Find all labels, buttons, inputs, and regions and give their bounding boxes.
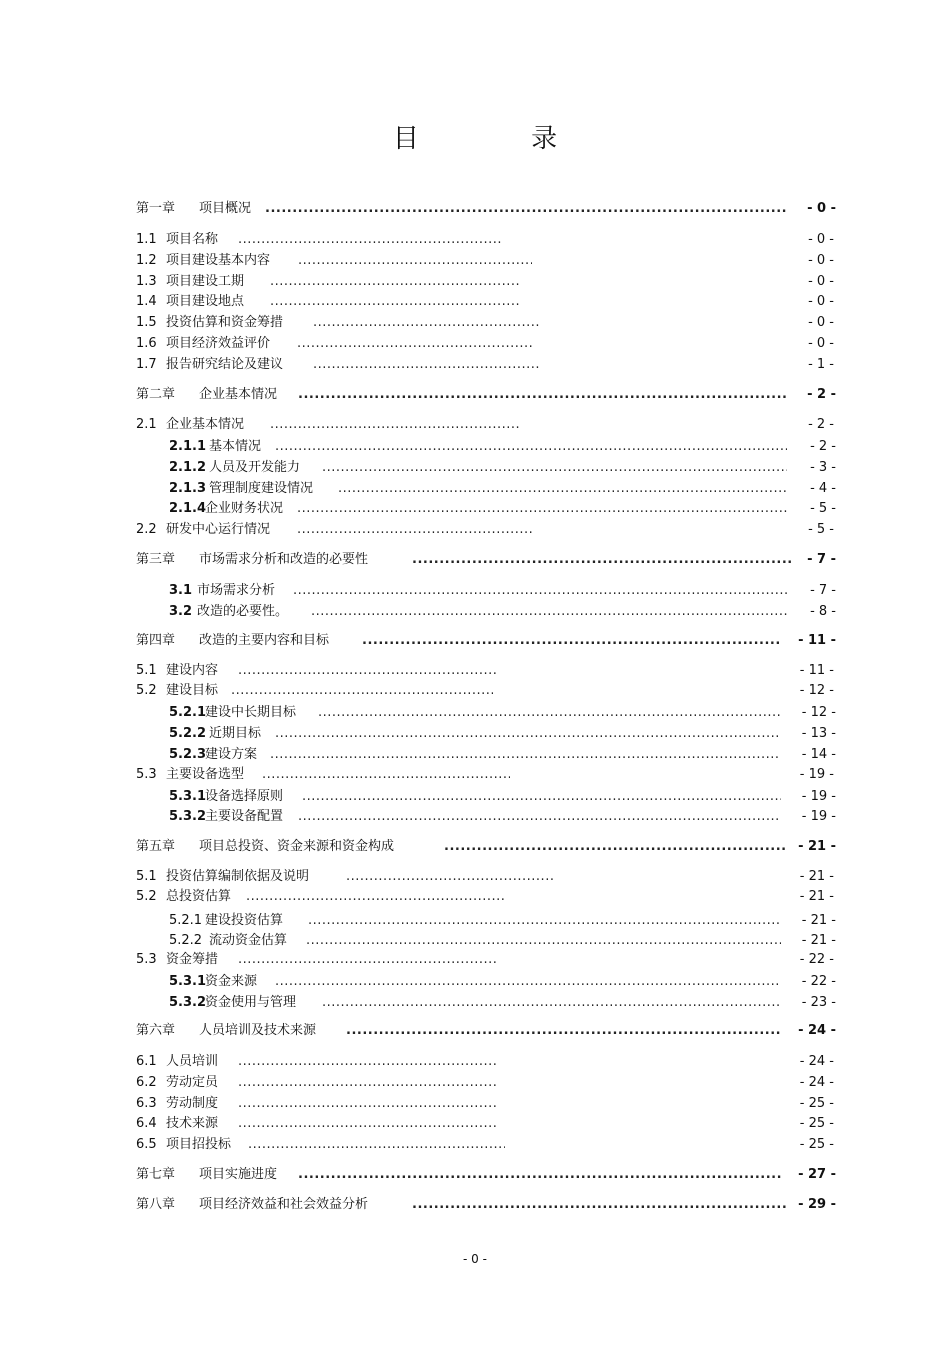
toc-page-number: - 21 -: [799, 869, 834, 884]
toc-leader-dots: [302, 788, 781, 806]
toc-entry-row[interactable]: [0, 808, 950, 826]
toc-entry-label: 技术来源: [166, 1116, 219, 1131]
toc-page-number: - 21 -: [801, 913, 836, 928]
page-title: 目 录: [392, 124, 610, 154]
toc-page-number: - 21 -: [801, 933, 836, 948]
toc-entry-number: 6.4: [136, 1116, 157, 1131]
toc-entry-row[interactable]: [0, 500, 950, 518]
toc-chapter-row[interactable]: [0, 551, 950, 569]
toc-entry-label: 劳动定员: [166, 1075, 219, 1090]
toc-entry-label: 企业基本情况: [199, 387, 278, 402]
toc-leader-dots: [238, 1074, 497, 1092]
toc-entry-number: 第一章: [136, 201, 176, 216]
toc-leader-dots: [265, 200, 787, 218]
toc-entry-number: 2.1.4: [169, 501, 207, 516]
toc-leader-dots: [270, 273, 519, 291]
toc-entry-number: 5.2.3: [169, 747, 207, 762]
toc-entry-row[interactable]: [0, 1136, 950, 1154]
toc-leader-dots: [308, 912, 781, 930]
toc-entry-row[interactable]: [0, 1115, 950, 1133]
toc-page-number: - 22 -: [799, 952, 834, 967]
toc-entry-number: 2.1.1: [169, 439, 207, 454]
toc-page-number: - 19 -: [801, 789, 836, 804]
toc-leader-dots: [246, 888, 505, 906]
toc-leader-dots: [318, 704, 781, 722]
toc-entry-label: 项目名称: [166, 232, 219, 247]
toc-chapter-row[interactable]: [0, 1196, 950, 1214]
toc-entry-row[interactable]: [0, 868, 950, 886]
toc-entry-row[interactable]: [0, 356, 950, 374]
toc-leader-dots: [262, 766, 510, 784]
toc-entry-label: 建设中长期目标: [205, 705, 297, 720]
toc-entry-label: 人员及开发能力: [209, 460, 301, 475]
toc-page-number: - 27 -: [798, 1167, 836, 1182]
toc-entry-number: 6.3: [136, 1096, 157, 1111]
toc-leader-dots: [298, 808, 781, 826]
toc-page-number: - 0 -: [808, 294, 834, 309]
toc-entry-number: 5.2.2: [169, 726, 207, 741]
toc-entry-number: 2.2: [136, 522, 157, 537]
toc-entry-row[interactable]: [0, 725, 950, 743]
toc-entry-label: 人员培训: [166, 1054, 219, 1069]
toc-entry-label: 项目实施进度: [199, 1167, 278, 1182]
toc-entry-number: 5.3.2: [169, 809, 207, 824]
toc-page-number: - 0 -: [808, 336, 834, 351]
toc-entry-row[interactable]: [0, 662, 950, 680]
toc-entry-number: 2.1: [136, 417, 157, 432]
toc-leader-dots: [346, 1022, 781, 1040]
toc-entry-row[interactable]: [0, 582, 950, 600]
toc-chapter-row[interactable]: [0, 386, 950, 404]
toc-entry-number: 第七章: [136, 1167, 176, 1182]
toc-page-number: - 0 -: [808, 253, 834, 268]
toc-entry-number: 第三章: [136, 552, 176, 567]
toc-page-number: - 23 -: [801, 995, 836, 1010]
toc-entry-number: 6.5: [136, 1137, 157, 1152]
toc-entry-label: 资金筹措: [166, 952, 219, 967]
toc-entry-label: 流动资金估算: [209, 933, 288, 948]
toc-entry-number: 2.1.2: [169, 460, 207, 475]
toc-entry-row[interactable]: [0, 912, 950, 930]
toc-entry-number: 1.7: [136, 357, 157, 372]
toc-leader-dots: [311, 603, 787, 621]
toc-entry-row[interactable]: [0, 314, 950, 332]
toc-entry-row[interactable]: [0, 521, 950, 539]
toc-entry-label: 投资估算和资金筹措: [166, 315, 284, 330]
toc-leader-dots: [248, 1136, 505, 1154]
toc-entry-label: 项目建设工期: [166, 274, 245, 289]
toc-entry-row[interactable]: [0, 438, 950, 456]
toc-entry-number: 1.1: [136, 232, 157, 247]
toc-entry-number: 3.2: [169, 604, 193, 619]
toc-entry-row[interactable]: [0, 335, 950, 353]
toc-entry-row[interactable]: [0, 293, 950, 311]
toc-leader-dots: [231, 682, 493, 700]
toc-entry-label: 项目概况: [199, 201, 252, 216]
toc-leader-dots: [412, 1196, 787, 1214]
toc-entry-label: 劳动制度: [166, 1096, 219, 1111]
toc-page-number: - 29 -: [798, 1197, 836, 1212]
toc-entry-label: 企业基本情况: [166, 417, 245, 432]
toc-page-number: - 19 -: [801, 809, 836, 824]
toc-entry-row[interactable]: [0, 231, 950, 249]
toc-leader-dots: [297, 500, 787, 518]
toc-entry-number: 1.6: [136, 336, 157, 351]
toc-entry-row[interactable]: [0, 973, 950, 991]
toc-page-number: - 25 -: [799, 1116, 834, 1131]
toc-leader-dots: [313, 356, 541, 374]
toc-entry-label: 基本情况: [209, 439, 262, 454]
toc-entry-row[interactable]: [0, 788, 950, 806]
toc-entry-number: 5.1: [136, 869, 157, 884]
toc-page-number: - 7 -: [810, 583, 836, 598]
toc-page-number: - 4 -: [810, 481, 836, 496]
toc-chapter-row[interactable]: [0, 838, 950, 856]
toc-page-number: - 0 -: [808, 315, 834, 330]
toc-leader-dots: [293, 582, 787, 600]
toc-entry-label: 企业财务状况: [205, 501, 284, 516]
toc-leader-dots: [412, 551, 793, 569]
toc-leader-dots: [270, 746, 779, 764]
toc-entry-label: 建设目标: [166, 683, 219, 698]
toc-page-number: - 14 -: [801, 747, 836, 762]
toc-chapter-row[interactable]: [0, 200, 950, 218]
toc-chapter-row[interactable]: [0, 1022, 950, 1040]
toc-entry-number: 5.3.2: [169, 995, 207, 1010]
toc-leader-dots: [338, 480, 787, 498]
toc-entry-row[interactable]: [0, 766, 950, 784]
toc-leader-dots: [275, 973, 779, 991]
toc-entry-label: 资金使用与管理: [205, 995, 297, 1010]
toc-leader-dots: [238, 951, 497, 969]
toc-page-number: - 21 -: [799, 889, 834, 904]
toc-entry-row[interactable]: [0, 252, 950, 270]
toc-page-number: - 3 -: [810, 460, 836, 475]
toc-entry-number: 1.2: [136, 253, 157, 268]
toc-page-number: - 24 -: [798, 1023, 836, 1038]
toc-entry-number: 2.1.3: [169, 481, 207, 496]
toc-page-number: - 1 -: [808, 357, 834, 372]
toc-entry-number: 第八章: [136, 1197, 176, 1212]
toc-entry-label: 投资估算编制依据及说明: [166, 869, 310, 884]
toc-entry-number: 5.2.1: [169, 913, 203, 928]
toc-entry-number: 5.3.1: [169, 974, 207, 989]
toc-page-number: - 12 -: [799, 683, 834, 698]
toc-leader-dots: [275, 725, 779, 743]
toc-leader-dots: [238, 1095, 497, 1113]
toc-entry-number: 第六章: [136, 1023, 176, 1038]
toc-page-number: - 19 -: [799, 767, 834, 782]
toc-entry-row[interactable]: [0, 888, 950, 906]
toc-entry-number: 5.2: [136, 683, 157, 698]
toc-leader-dots: [362, 632, 781, 650]
toc-entry-label: 近期目标: [209, 726, 262, 741]
toc-leader-dots: [313, 314, 541, 332]
toc-entry-row[interactable]: [0, 1074, 950, 1092]
toc-entry-number: 5.3: [136, 767, 157, 782]
toc-entry-row[interactable]: [0, 951, 950, 969]
toc-entry-row[interactable]: [0, 994, 950, 1012]
toc-page-number: - 24 -: [799, 1075, 834, 1090]
toc-page-number: - 0 -: [808, 274, 834, 289]
toc-page-number: - 11 -: [799, 663, 834, 678]
toc-entry-row[interactable]: [0, 932, 950, 950]
toc-leader-dots: [444, 838, 787, 856]
toc-entry-number: 第二章: [136, 387, 176, 402]
toc-entry-number: 5.3: [136, 952, 157, 967]
toc-entry-label: 主要设备配置: [205, 809, 284, 824]
toc-page-number: - 21 -: [798, 839, 836, 854]
toc-entry-number: 5.2: [136, 889, 157, 904]
toc-leader-dots: [298, 1166, 781, 1184]
toc-leader-dots: [270, 416, 519, 434]
toc-leader-dots: [322, 994, 779, 1012]
toc-entry-label: 建设方案: [205, 747, 258, 762]
toc-entry-number: 5.3.1: [169, 789, 207, 804]
toc-leader-dots: [306, 932, 781, 950]
toc-entry-label: 项目经济效益和社会效益分析: [199, 1197, 369, 1212]
toc-page-number: - 13 -: [801, 726, 836, 741]
toc-entry-row[interactable]: [0, 273, 950, 291]
toc-page-number: - 22 -: [801, 974, 836, 989]
toc-entry-number: 1.5: [136, 315, 157, 330]
toc-entry-label: 项目招投标: [166, 1137, 232, 1152]
toc-entry-label: 市场需求分析: [197, 583, 276, 598]
toc-page-number: - 12 -: [801, 705, 836, 720]
toc-entry-row[interactable]: [0, 682, 950, 700]
toc-entry-label: 建设内容: [166, 663, 219, 678]
toc-leader-dots: [297, 335, 532, 353]
toc-entry-number: 第四章: [136, 633, 176, 648]
toc-page-number: - 5 -: [810, 501, 836, 516]
toc-entry-row[interactable]: [0, 416, 950, 434]
toc-leader-dots: [238, 231, 502, 249]
toc-chapter-row[interactable]: [0, 1166, 950, 1184]
toc-entry-row[interactable]: [0, 480, 950, 498]
toc-entry-label: 总投资估算: [166, 889, 232, 904]
toc-leader-dots: [275, 438, 787, 456]
toc-leader-dots: [346, 868, 553, 886]
toc-entry-number: 5.1: [136, 663, 157, 678]
toc-entry-label: 项目建设基本内容: [166, 253, 271, 268]
toc-entry-number: 1.4: [136, 294, 157, 309]
toc-page-number: - 7 -: [807, 552, 836, 567]
toc-entry-number: 1.3: [136, 274, 157, 289]
toc-entry-label: 改造的主要内容和目标: [199, 633, 330, 648]
toc-entry-label: 资金来源: [205, 974, 258, 989]
toc-leader-dots: [238, 662, 497, 680]
toc-entry-label: 设备选择原则: [205, 789, 284, 804]
toc-page-number: - 25 -: [799, 1137, 834, 1152]
toc-page-number: - 2 -: [807, 387, 836, 402]
toc-entry-label: 改造的必要性。: [197, 604, 289, 619]
toc-entry-row[interactable]: [0, 1095, 950, 1113]
toc-entry-label: 建设投资估算: [205, 913, 284, 928]
toc-entry-label: 人员培训及技术来源: [199, 1023, 317, 1038]
toc-page-number: - 2 -: [808, 417, 834, 432]
toc-chapter-row[interactable]: [0, 632, 950, 650]
toc-entry-number: 5.2.1: [169, 705, 207, 720]
toc-entry-label: 报告研究结论及建议: [166, 357, 284, 372]
toc-leader-dots: [322, 459, 787, 477]
toc-entry-label: 主要设备选型: [166, 767, 245, 782]
toc-page-number: - 8 -: [810, 604, 836, 619]
toc-leader-dots: [297, 521, 532, 539]
toc-entry-number: 6.2: [136, 1075, 157, 1090]
toc-page-number: - 25 -: [799, 1096, 834, 1111]
toc-leader-dots: [298, 252, 532, 270]
toc-leader-dots: [270, 293, 519, 311]
toc-entry-row[interactable]: [0, 603, 950, 621]
toc-entry-label: 项目总投资、资金来源和资金构成: [199, 839, 395, 854]
toc-leader-dots: [238, 1053, 497, 1071]
toc-entry-label: 研发中心运行情况: [166, 522, 271, 537]
toc-entry-label: 项目经济效益评价: [166, 336, 271, 351]
toc-page-number: - 11 -: [798, 633, 836, 648]
toc-entry-label: 管理制度建设情况: [209, 481, 314, 496]
toc-entry-label: 项目建设地点: [166, 294, 245, 309]
toc-leader-dots: [298, 386, 787, 404]
toc-page-number: - 0 -: [808, 232, 834, 247]
toc-entry-number: 第五章: [136, 839, 176, 854]
toc-page-number: - 24 -: [799, 1054, 834, 1069]
toc-page-number: - 0 -: [807, 201, 836, 216]
toc-entry-number: 5.2.2: [169, 933, 203, 948]
toc-entry-row[interactable]: [0, 746, 950, 764]
toc-entry-row[interactable]: [0, 459, 950, 477]
toc-entry-row[interactable]: [0, 1053, 950, 1071]
page-number: - 0 -: [463, 1252, 487, 1266]
toc-page-number: - 5 -: [808, 522, 834, 537]
toc-entry-number: 3.1: [169, 583, 193, 598]
toc-leader-dots: [238, 1115, 497, 1133]
toc-entry-row[interactable]: [0, 704, 950, 722]
toc-entry-label: 市场需求分析和改造的必要性: [199, 552, 369, 567]
toc-entry-number: 6.1: [136, 1054, 157, 1069]
toc-page-number: - 2 -: [810, 439, 836, 454]
